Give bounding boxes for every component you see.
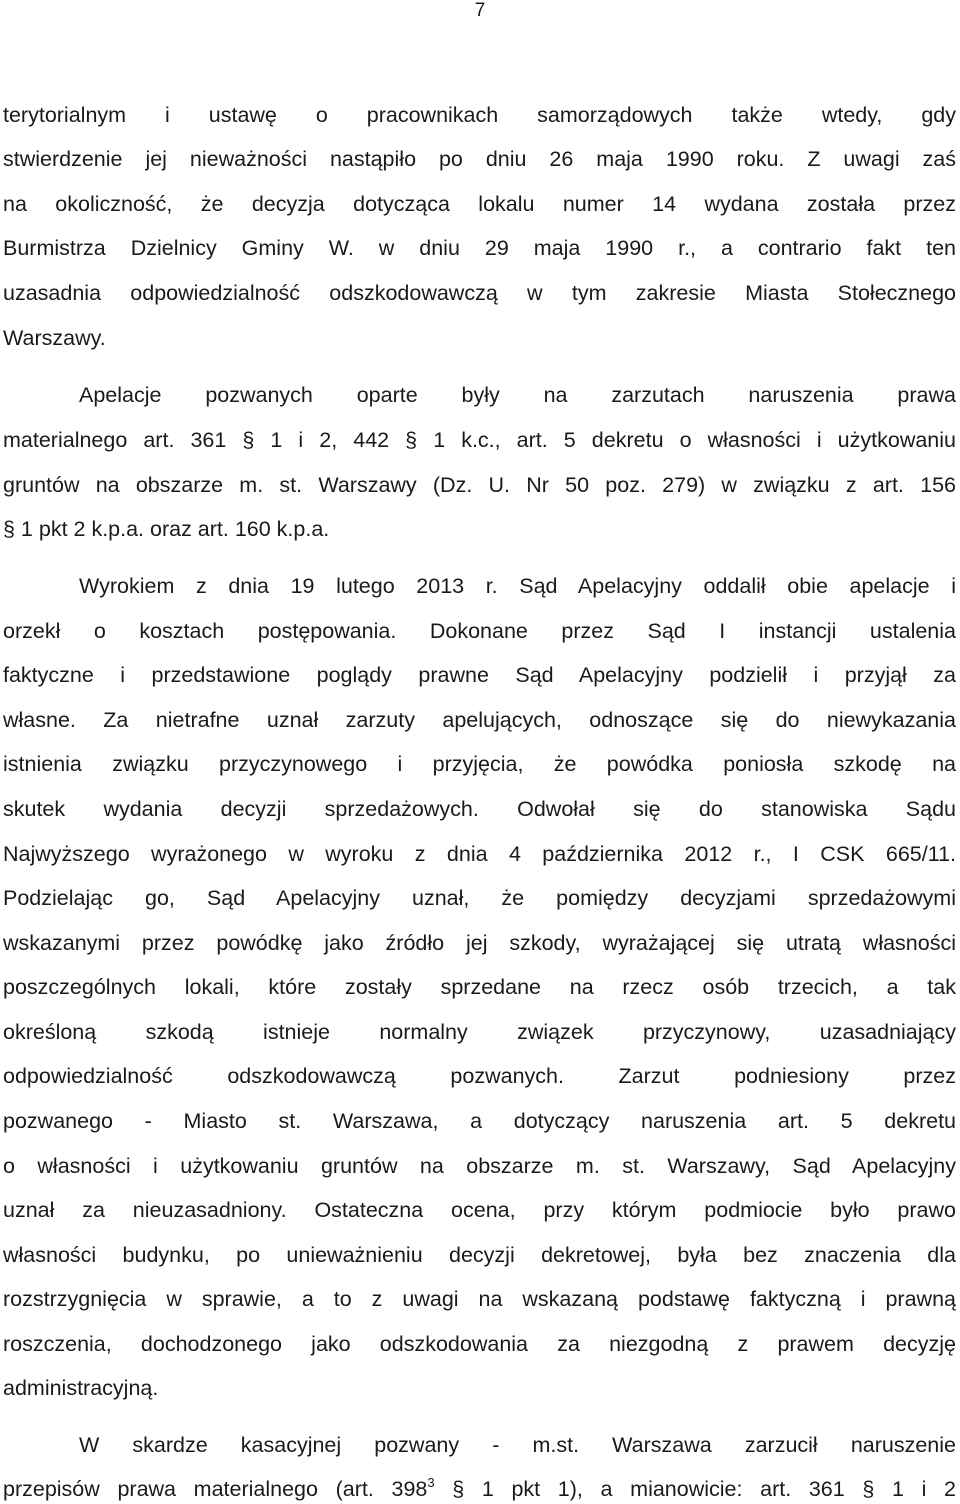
text-line: własne. Za nietrafne uznał zarzuty apelujących, odnoszące się do niewykazania — [3, 708, 956, 732]
text-line: Burmistrza Dzielnicy Gminy W. w dniu 29 maja 1990 r., a contrario fakt ten — [3, 236, 956, 260]
paragraph-first-line: Apelacje pozwanych oparte były na zarzutach naruszenia prawa — [79, 383, 956, 407]
text-line: na okoliczność, że decyzja dotycząca lokalu numer 14 wydana została przez — [3, 192, 956, 216]
text-line: poszczególnych lokali, które zostały sprzedane na rzecz osób trzecich, a tak — [3, 975, 956, 999]
text-line: Warszawy. — [3, 326, 106, 350]
text-line: wskazanymi przez powódkę jako źródło jej szkody, wyrażającej się utratą własności — [3, 931, 956, 955]
text-line: Najwyższego wyrażonego w wyroku z dnia 4 października 2012 r., I CSK 665/11. — [3, 842, 956, 866]
text-line: stwierdzenie jej nieważności nastąpiło po dniu 26 maja 1990 roku. Z uwagi zaś — [3, 147, 956, 171]
text-line: określoną szkodą istnieje normalny związek przyczynowy, uzasadniający — [3, 1020, 956, 1044]
text-line: administracyjną. — [3, 1376, 159, 1400]
text-line: terytorialnym i ustawę o pracownikach samorządowych także wtedy, gdy — [3, 103, 956, 127]
superscript: 3 — [427, 1475, 435, 1490]
page-number: 7 — [474, 0, 486, 21]
text-line: Podzielając go, Sąd Apelacyjny uznał, że pomiędzy decyzjami sprzedażowymi — [3, 886, 956, 910]
text-line: odpowiedzialność odszkodowawczą pozwanych. Zarzut podniesiony przez — [3, 1064, 956, 1088]
text-line: roszczenia, dochodzonego jako odszkodowania za niezgodną z prawem decyzję — [3, 1332, 956, 1356]
text-line: orzekł o kosztach postępowania. Dokonane przez Sąd I instancji ustalenia — [3, 619, 956, 643]
text-line: faktyczne i przedstawione poglądy prawne Sąd Apelacyjny podzielił i przyjął za — [3, 663, 956, 687]
text-line: własności budynku, po unieważnieniu decyzji dekretowej, była bez znaczenia dla — [3, 1243, 956, 1267]
paragraph-first-line: W skardze kasacyjnej pozwany - m.st. Warszawa zarzucił naruszenie — [79, 1433, 956, 1457]
text-line: skutek wydania decyzji sprzedażowych. Odwołał się do stanowiska Sądu — [3, 797, 956, 821]
text-segment: § 1 pkt 1), a mianowicie: art. 361 § 1 i 2 — [434, 1477, 956, 1501]
text-line: uzasadnia odpowiedzialność odszkodowawczą w tym zakresie Miasta Stołecznego — [3, 281, 956, 305]
text-line: gruntów na obszarze m. st. Warszawy (Dz. U. Nr 50 poz. 279) w związku z art. 156 — [3, 473, 956, 497]
text-segment: przepisów prawa materialnego (art. 398 — [3, 1477, 428, 1501]
text-line: § 1 pkt 2 k.p.a. oraz art. 160 k.p.a. — [3, 517, 330, 541]
text-line: materialnego art. 361 § 1 i 2, 442 § 1 k.c., art. 5 dekretu o własności i użytkowaniu — [3, 428, 956, 452]
text-line: uznał za nieuzasadniony. Ostateczna ocena, przy którym podmiocie było prawo — [3, 1198, 956, 1222]
text-line: o własności i użytkowaniu gruntów na obszarze m. st. Warszawy, Sąd Apelacyjny — [3, 1154, 956, 1178]
text-line: rozstrzygnięcia w sprawie, a to z uwagi na wskazaną podstawę faktyczną i prawną — [3, 1287, 956, 1311]
text-line-with-superscript — [3, 1476, 956, 1502]
text-line: pozwanego - Miasto st. Warszawa, a dotyczący naruszenia art. 5 dekretu — [3, 1109, 956, 1133]
text-line: istnienia związku przyczynowego i przyjęcia, że powódka poniosła szkodę na — [3, 752, 956, 776]
paragraph-first-line: Wyrokiem z dnia 19 lutego 2013 r. Sąd Apelacyjny oddalił obie apelacje i — [79, 574, 956, 598]
